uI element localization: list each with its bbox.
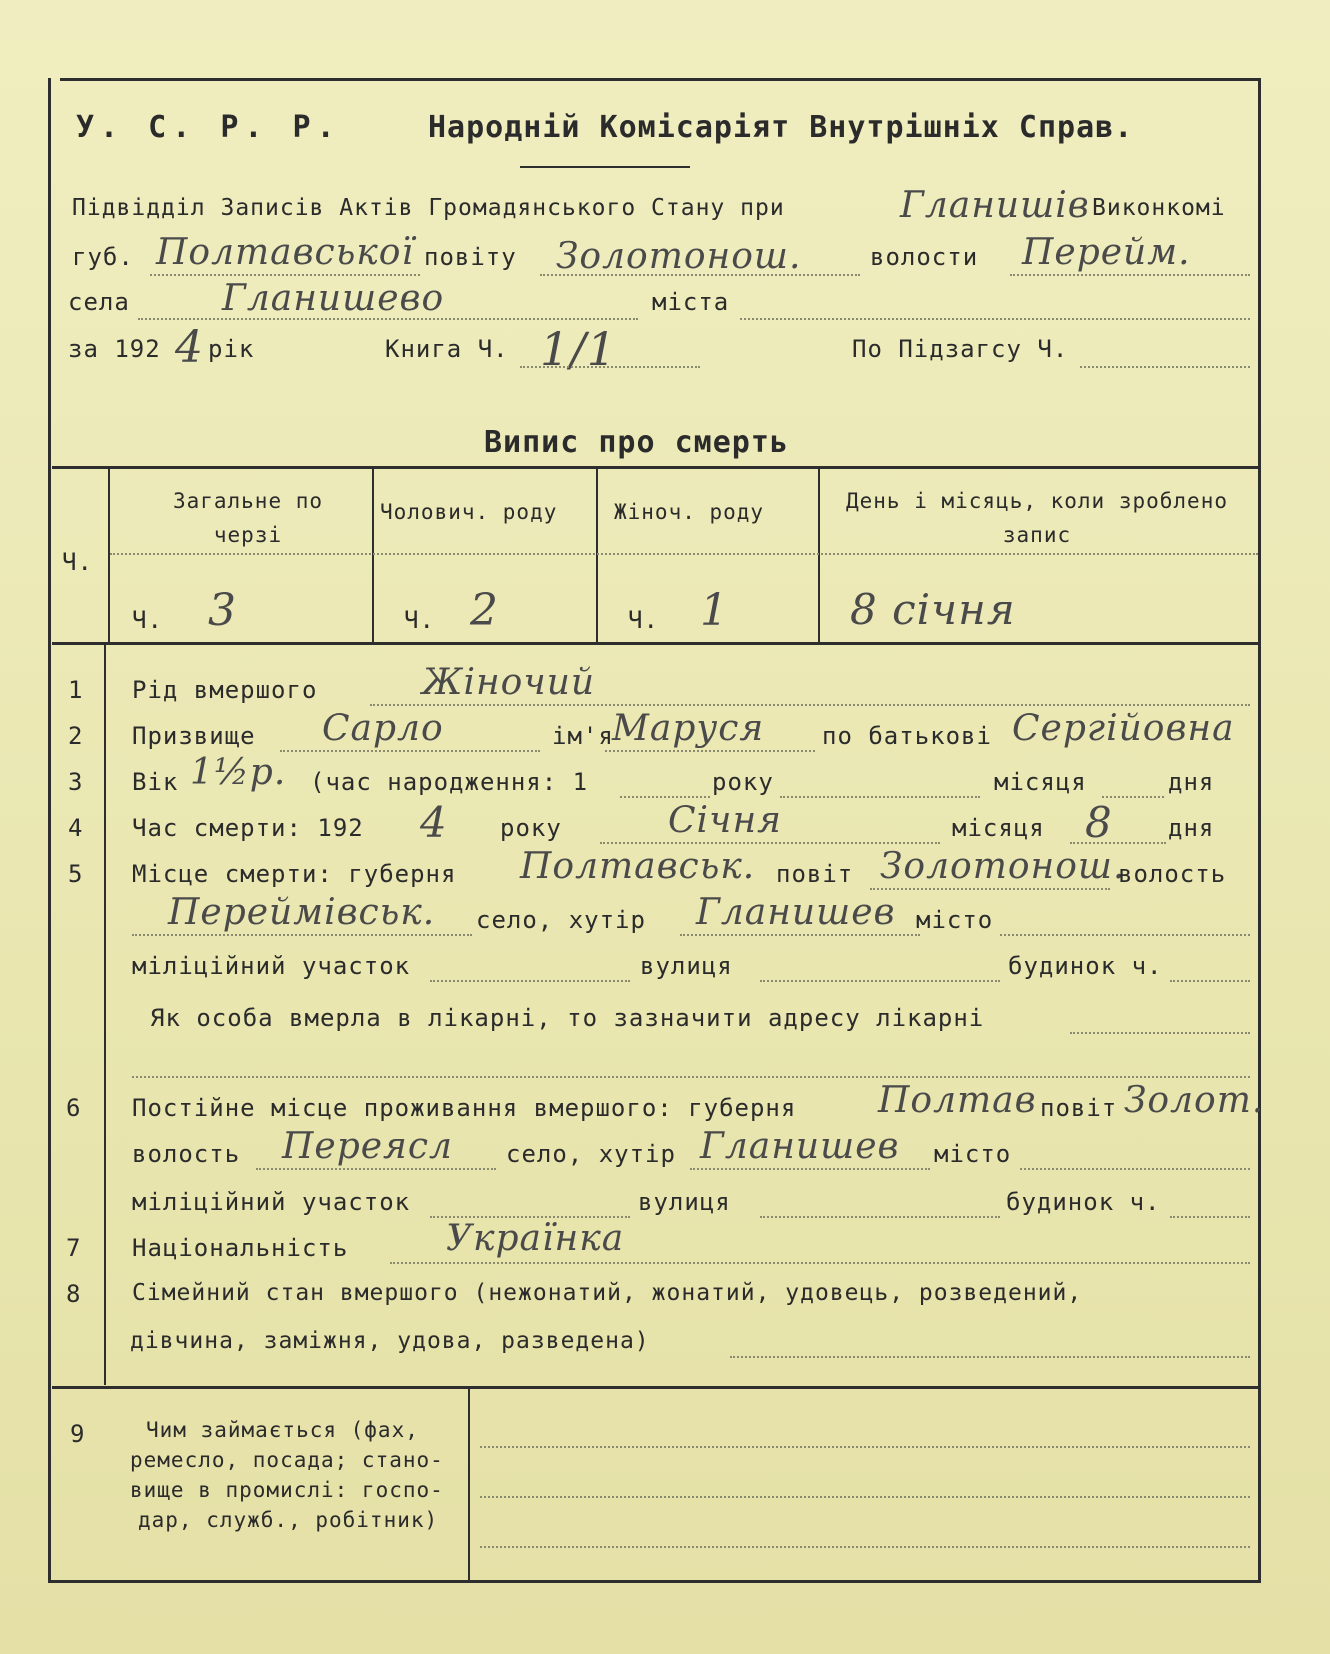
book-label: Книга Ч.	[385, 335, 509, 363]
selo-hw: Гланишево	[222, 278, 445, 319]
row-number-7: 7	[66, 1234, 82, 1262]
col1-header: Загальне по черзі	[172, 489, 324, 547]
value-female: 1	[700, 585, 729, 636]
death-month-hw: Січня	[668, 800, 783, 841]
mista-label: міста	[652, 288, 730, 316]
rid-hw: Жіночий	[422, 662, 596, 703]
value-date: 8 січня	[850, 585, 1016, 634]
document-title: Випис про смерть	[484, 425, 789, 460]
res-volost-label: волость	[132, 1140, 241, 1168]
res-selo-label: село, хутір	[506, 1140, 676, 1168]
patronymic-hw: Сергійовна	[1012, 708, 1235, 749]
res-misto: місто	[934, 1140, 1012, 1168]
value-male: 2	[470, 585, 499, 636]
vykonkom-label: Виконкомі	[1092, 195, 1226, 221]
age-hw: 1½р.	[190, 752, 287, 793]
res-gub-hw: Полтав	[878, 1080, 1037, 1121]
row-number-5: 5	[68, 860, 84, 888]
death-label: Час смерти: 192	[132, 814, 364, 842]
place-volost-hw: Переймівськ.	[168, 892, 436, 933]
nationality-label: Національність	[132, 1234, 349, 1262]
num-prefix-1: Ч.	[132, 606, 163, 634]
num-prefix-3: Ч.	[628, 606, 659, 634]
header-ornament	[520, 166, 690, 168]
place-label: Місце смерти: губерня	[132, 860, 457, 888]
name-hw: Маруся	[612, 708, 765, 749]
family-label: Сімейний стан вмершого (нежонатий, жонатий, удовець, розведений,	[132, 1280, 1083, 1306]
place-budynok: будинок ч.	[1008, 952, 1163, 980]
col3-header: Жіноч. роду	[614, 500, 765, 524]
year-hw: 4	[175, 322, 204, 373]
povit-label: повіту	[424, 243, 517, 271]
place-povit: повіт	[776, 860, 854, 888]
table-top	[52, 466, 1258, 469]
year-prefix: за 192	[68, 335, 161, 363]
res-vulytsia: вулиця	[638, 1188, 731, 1216]
pidzag-label: По Підзагсу Ч.	[852, 335, 1069, 363]
occupation-4: дар, служб., робітник)	[138, 1508, 439, 1532]
place-misto: місто	[916, 906, 994, 934]
row-number-6: 6	[66, 1094, 82, 1122]
res-militia: міліційний участок	[132, 1188, 411, 1216]
occupation-2: ремесло, посада; стано-	[130, 1448, 444, 1472]
res-povit-hw: Золот.	[1124, 1080, 1265, 1121]
death-year-hw: 4	[420, 798, 448, 847]
year-suffix: рік	[208, 335, 255, 363]
volost-hw: Перейм.	[1022, 232, 1191, 273]
place-vulytsia: вулиця	[640, 952, 733, 980]
frame-bottom	[48, 1580, 1261, 1583]
frame-right	[1258, 78, 1261, 1583]
volost-label: волости	[870, 243, 979, 271]
birth-roku: року	[712, 768, 774, 796]
death-roku: року	[500, 814, 562, 842]
row-number-2: 2	[68, 722, 84, 750]
frame-left	[48, 78, 51, 1583]
res-budynok: будинок ч.	[1006, 1188, 1161, 1216]
frame-top	[60, 78, 1260, 81]
place-selo-hw: Гланишев	[696, 892, 896, 933]
num-prefix-2: Ч.	[404, 606, 435, 634]
row-label: Ч.	[62, 548, 93, 576]
residence-label: Постійне місце проживання вмершого: губерня	[132, 1094, 797, 1122]
subdept-hw: Гланишів	[900, 185, 1090, 226]
rid-label: Рід вмершого	[132, 676, 318, 704]
book-hw: 1/1	[540, 322, 618, 376]
selo-label: села	[68, 288, 130, 316]
birth-dnya: дня	[1168, 768, 1215, 796]
hospital-label: Як особа вмерла в лікарні, то зазначити адресу лікарні	[150, 1004, 985, 1032]
death-misyatsa: місяця	[952, 814, 1045, 842]
subdept-label: Підвідділ Записів Актів Громадянського Стану при	[72, 195, 785, 221]
surname-label: Призвище	[132, 722, 256, 750]
occupation-3: вище в промислі: госпо-	[130, 1478, 444, 1502]
row-number-1: 1	[68, 676, 84, 704]
gub-label: губ.	[72, 243, 134, 271]
res-selo-hw: Гланишев	[700, 1126, 900, 1167]
row-number-9: 9	[70, 1420, 86, 1448]
res-povit: повіт	[1040, 1094, 1118, 1122]
birth-misyatsa: місяця	[994, 768, 1087, 796]
death-dnya: дня	[1168, 814, 1215, 842]
povit-hw: Золотонош.	[556, 236, 802, 277]
table-bottom	[52, 642, 1258, 645]
row-number-3: 3	[68, 768, 84, 796]
name-label: ім'я	[552, 722, 614, 750]
patronymic-label: по батькові	[822, 722, 992, 750]
col2-header: Чолович. роду	[380, 500, 558, 524]
row-number-4: 4	[68, 814, 84, 842]
birth-label: (час народження: 1	[310, 768, 589, 796]
row-number-8: 8	[66, 1280, 82, 1308]
place-volost: волость	[1118, 860, 1227, 888]
col4-header: День і місяць, коли зроблено запис	[845, 489, 1228, 547]
surname-hw: Сарло	[322, 708, 444, 749]
place-povit-hw: Золотонош.	[880, 846, 1126, 887]
nationality-hw: Українка	[446, 1218, 625, 1259]
ministry-label: Народній Комісаріят Внутрішніх Справ.	[428, 110, 1134, 145]
family-label-2: дівчина, заміжня, удова, разведена)	[130, 1328, 650, 1354]
republic-label: У. С. Р. Р.	[76, 110, 341, 145]
gub-hw: Полтавської	[156, 232, 414, 273]
place-gub-hw: Полтавськ.	[520, 846, 756, 887]
occupation-1: Чим займається (фах,	[146, 1418, 419, 1442]
place-militia: міліційний участок	[132, 952, 411, 980]
value-general: 3	[208, 585, 237, 636]
death-day-hw: 8	[1085, 798, 1113, 847]
place-selo-label: село, хутір	[476, 906, 646, 934]
age-label: Вік	[132, 768, 179, 796]
res-volost-hw: Переясл	[282, 1126, 453, 1167]
